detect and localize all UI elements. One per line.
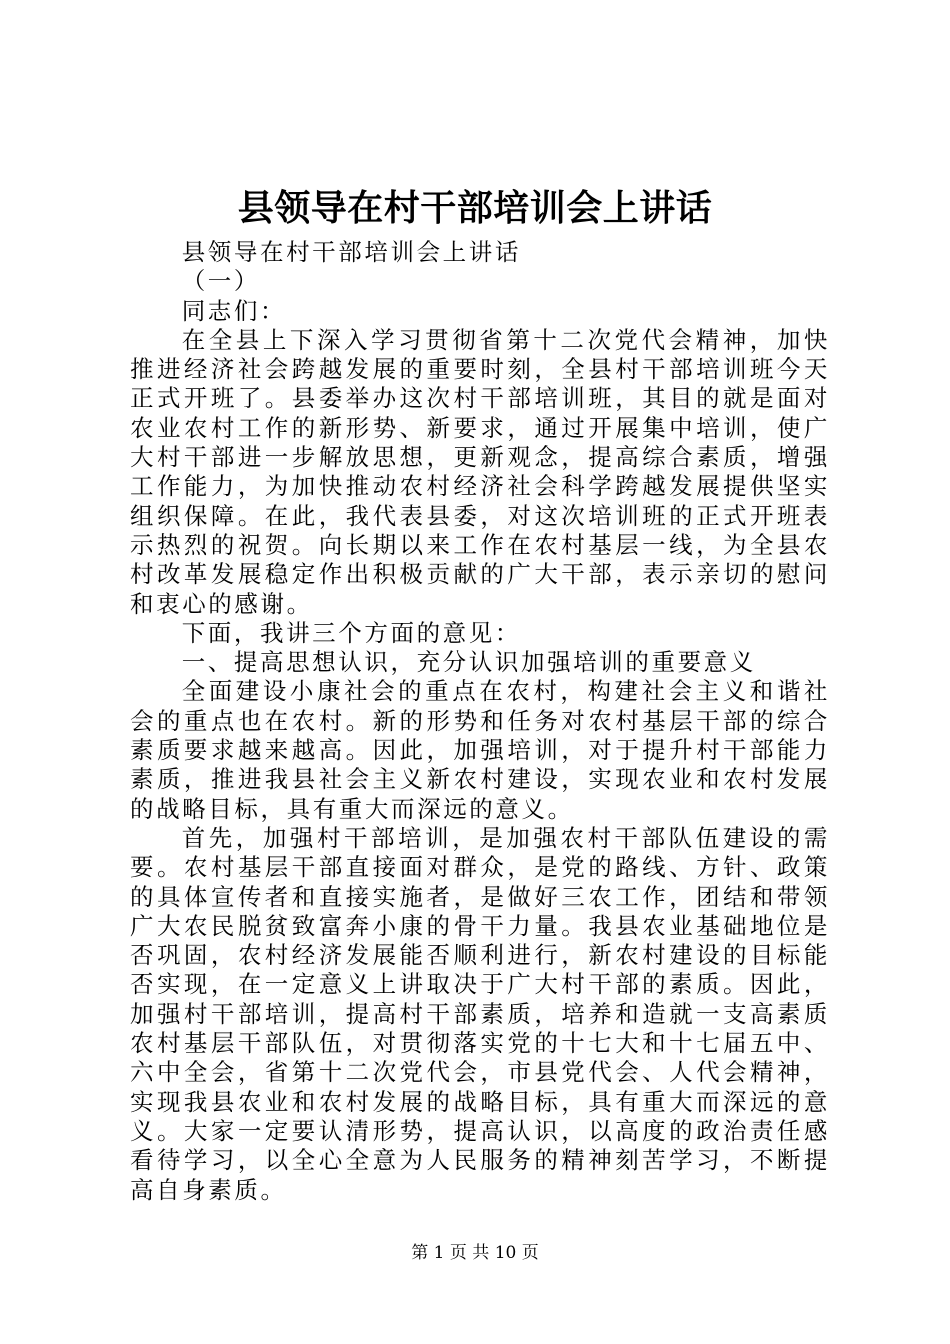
- body-paragraph: 在全县上下深入学习贯彻省第十二次党代会精神，加快推进经济社会跨越发展的重要时刻，全县村干部培训班今天正式开班了。县委举办这次村干部培训班，其目的就是面对农业农村工作的新形势、新要求，通过开展集中培训，使广大村干部进一步解放思想，更新观念，提高综合素质，增强工作能力，为加快推动农村经济社会科学跨越发展提供坚实组织保障。在此，我代表县委，对这次培训班的正式开班表示热烈的祝贺。向长期以来工作在农村基层一线，为全县农村改革发展稳定作出积极贡献的广大干部，表示亲切的慰问和衷心的感谢。: [130, 325, 830, 618]
- subtitle-paragraph: 县领导在村干部培训会上讲话: [181, 238, 521, 266]
- salutation: 同志们：: [181, 296, 287, 325]
- body-paragraph: 全面建设小康社会的重点在农村，构建社会主义和谐社会的重点也在农村。新的形势和任务对农村基层干部的综合素质要求越来越高。因此，加强培训，对于提升村干部能力素质，推进我县社会主义新农村建设，实现农业和农村发展的战略目标，具有重大而深远的意义。: [130, 677, 830, 823]
- document-title: 县领导在村干部培训会上讲话: [237, 187, 713, 229]
- section-heading: 一、提高思想认识，充分认识加强培训的重要意义: [181, 648, 756, 677]
- body-paragraph: 首先，加强村干部培训，是加强农村干部队伍建设的需要。农村基层干部直接面对群众，是党的路线、方针、政策的具体宣传者和直接实施者，是做好三农工作，团结和带领广大农民脱贫致富奔小康的骨干力量。我县农业基础地位是否巩固，农村经济发展能否顺利进行，新农村建设的目标能否实现，在一定意义上讲取决于广大村干部的素质。因此，加强村干部培训，提高村干部素质，培养和造就一支高素质农村基层干部队伍，对贯彻落实党的十七大和十七届五中、六中全会，省第十二次党代会，市县党代会、人代会精神，实现我县农业和农村发展的战略目标，具有重大而深远的意义。大家一定要认清形势，提高认识，以高度的政治责任感看待学习，以全心全意为人民服务的精神刻苦学习，不断提高自身素质。: [130, 823, 830, 1204]
- section-number: （一）: [181, 267, 260, 296]
- document-body: [130, 238, 830, 1205]
- body-paragraph: 下面，我讲三个方面的意见：: [181, 618, 521, 647]
- page-footer: 第 1 页 共 10 页: [411, 1243, 539, 1263]
